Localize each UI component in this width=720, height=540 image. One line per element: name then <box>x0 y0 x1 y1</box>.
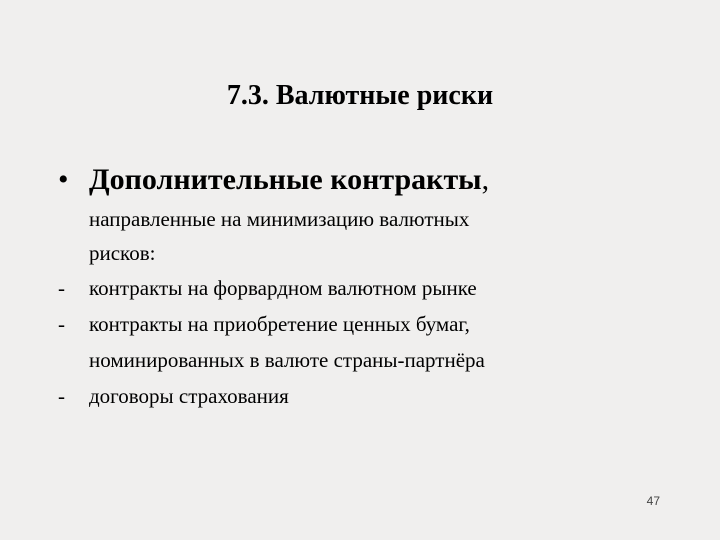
dash-marker: - <box>58 276 65 300</box>
dash-item <box>0 270 720 306</box>
bullet-bold-text: Дополнительные контракты <box>89 163 482 196</box>
dash-item-text: контракты на форвардном валютном рынке <box>89 276 477 300</box>
bullet-comma: , <box>481 163 490 196</box>
dash-marker: - <box>58 384 65 408</box>
dash-marker: - <box>58 312 65 336</box>
dash-item-text: контракты на приобретение ценных бумаг, <box>89 312 470 336</box>
slide-content <box>0 158 720 414</box>
bullet-item <box>0 158 720 202</box>
bullet-continuation-text: рисков: <box>89 241 156 265</box>
dash-item-text: номинированных в валюте страны-партнёра <box>89 348 485 372</box>
dash-item-text: договоры страхования <box>89 384 289 408</box>
bullet-continuation-text: направленные на минимизацию валютных <box>89 207 470 231</box>
bullet-text <box>89 158 489 202</box>
page-number: 47 <box>646 494 660 508</box>
dash-item <box>0 378 720 414</box>
bullet-marker: • <box>58 163 69 196</box>
dash-item-continuation <box>0 342 720 378</box>
bullet-continuation-line <box>0 202 720 236</box>
bullet-continuation-line <box>0 236 720 270</box>
dash-item <box>0 306 720 342</box>
slide-title: 7.3. Валютные риски <box>226 80 494 111</box>
